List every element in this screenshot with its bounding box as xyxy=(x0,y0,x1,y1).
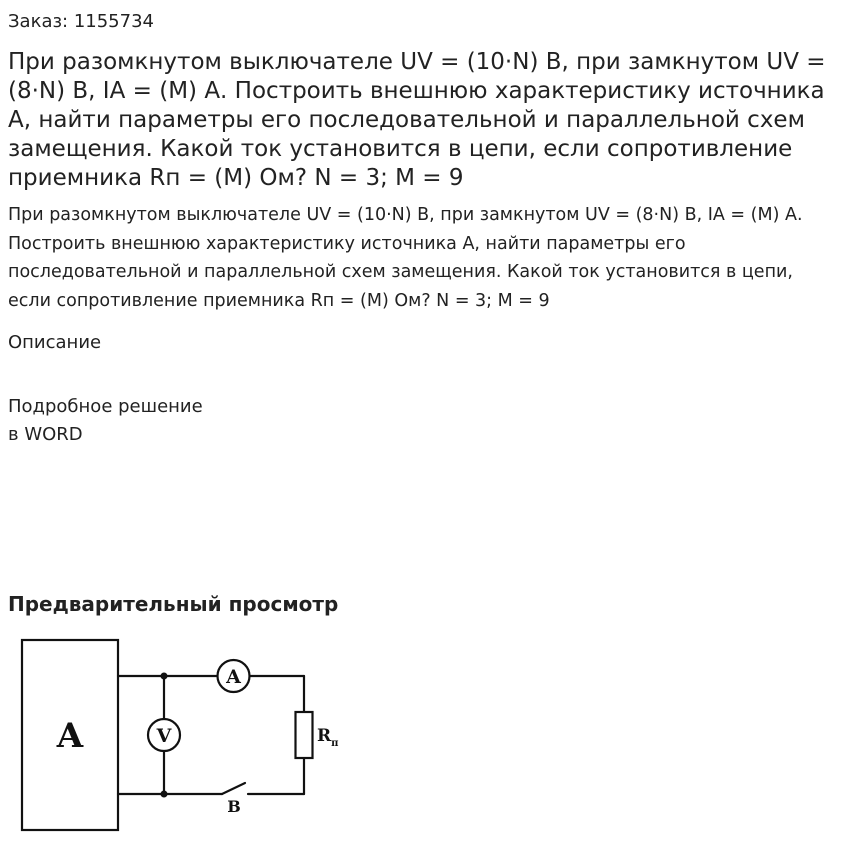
source-label: A xyxy=(56,716,84,756)
circuit-diagram xyxy=(0,620,360,840)
ammeter-label: A xyxy=(226,666,241,688)
solution-line-1: Подробное решение xyxy=(8,396,203,417)
voltmeter-label: V xyxy=(156,725,172,747)
solution-line-2: в WORD xyxy=(8,424,83,445)
junction-bottom xyxy=(161,791,168,798)
resistor-body xyxy=(296,712,313,758)
resistor-label xyxy=(317,726,338,749)
switch-label: В xyxy=(227,797,241,816)
switch-blade xyxy=(222,783,245,794)
solution-note xyxy=(8,393,203,449)
junction-top xyxy=(161,673,168,680)
order-number: Заказ: 1155734 xyxy=(8,11,154,32)
problem-title: При разомкнутом выключателе UV = (10·N) В, при замкнутом UV = (8·N) В, IA = (M) А. Построить внешнюю характеристику источника А, найти параметры его последовательной и параллельной схем замещения. Какой ток установится в цепи, если сопротивление приемника Rп = (M) Ом? N = 3; M = 9 xyxy=(8,49,826,191)
resistor-label-main: R xyxy=(317,726,332,746)
resistor-label-subscript: п xyxy=(331,738,339,749)
preview-title: Предварительный просмотр xyxy=(8,592,339,616)
description-label: Описание xyxy=(8,332,102,353)
problem-text: При разомкнутом выключателе UV = (10·N) В, при замкнутом UV = (8·N) В, IA = (M) А. Построить внешнюю характеристику источника А, найти параметры его последовательной и параллельной схем замещения. Какой ток установится в цепи, если сопротивление приемника Rп = (M) Ом? N = 3; M = 9 xyxy=(8,205,803,311)
